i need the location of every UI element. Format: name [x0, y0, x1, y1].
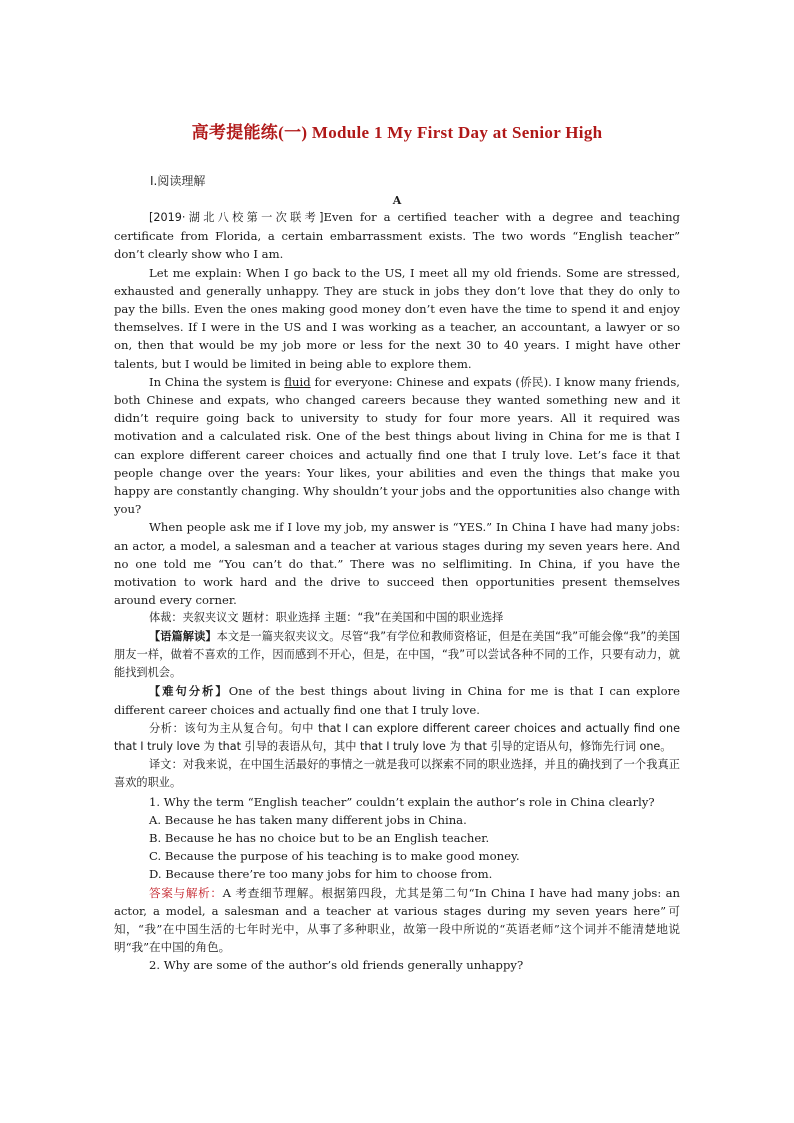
answer-label: 答案与解析： — [149, 885, 223, 900]
section-heading: Ⅰ.阅读理解 — [150, 174, 206, 188]
reading-text: 本文是一篇夹叙夹议文。尽管“我”有学位和教师资格证，但是在美国“我”可能会像“我”的美国朋友一样，做着不喜欢的工作，因而感到不开心，但是，在中国，“我”可以尝试各种不同的工作，只要有动力，就能找到机会。 — [114, 629, 680, 680]
question-stem: 1. Why the term “English teacher” couldn’t explain the author’s role in China clearly? — [149, 794, 655, 809]
difficult-text: One of the best things about living in China for me is that I can explore different career choices and actually find one that I truly love. — [114, 684, 680, 718]
option-b: B. Because he has no choice but to be an English teacher. — [149, 830, 490, 845]
question-stem: 2. Why are some of the author’s old friends generally unhappy? — [149, 958, 524, 973]
difficult-tag: 【难句分析】 — [149, 685, 229, 699]
reading-tag: 【语篇解读】 — [149, 629, 217, 643]
page-title: 高考提能练(一) Module 1 My First Day at Senior High — [191, 123, 603, 142]
translation: 译文：对我来说，在中国生活最好的事情之一就是我可以探索不同的职业选择，并且的确找到了一个我真正喜欢的职业。 — [114, 758, 680, 790]
underlined-word: fluid — [284, 374, 311, 389]
paragraph-text: for everyone: Chinese and expats (侨民). I know many friends, both Chinese and expats, who changed careers because they wanted something new and it didn’t require going back to university to study for four more years. All it required was motivation and a calculated risk. One of the best things about living in China for me is that I can explore different career choices and actually find one that I truly love. Let’s face it that people change over the years: Your likes, your abilities and even the things that make you happy are constantly changing. Why shouldn’t your jobs and the opportunities also change with you? — [114, 374, 680, 517]
source-citation: [2019·湖北八校第一次联考] — [149, 211, 324, 224]
option-c: C. Because the purpose of his teaching is to make good money. — [149, 849, 520, 864]
paragraph-text: In China the system is — [149, 374, 285, 389]
passage-label: A — [392, 194, 402, 207]
answer-explanation — [114, 884, 680, 957]
sentence-analysis: 分析：该句为主从复合句。句中 that I can explore different career choices and actually find one that I truly love 为 that 引导的表语从句，其中 that I truly love 为 that 引导的定语从句，修饰先行词 one。 — [114, 721, 680, 753]
paragraph-text: Even for a certified teacher with a degree and teaching certificate from Florida, a certain embarrassment exists. The two words “English teacher” don’t clearly show who I am. — [114, 210, 680, 262]
passage-paragraph-2: Let me explain: When I go back to the US, I meet all my old friends. Some are stressed, exhausted and generally unhappy. They are stuck in jobs they don’t love that they do only to pay the bills. Even the ones making good money don’t even have the time to spend it and enjoy themselves. If I were in the US and I was working as a teacher, an accountant, a lawyer or so on, then that would be my job more or less for the next 30 to 40 years. I might have other talents, but I would be limited in being able to explore them. — [114, 265, 680, 371]
document-body — [114, 208, 680, 975]
option-a: A. Because he has taken many different jobs in China. — [149, 812, 467, 827]
option-d: D. Because there’re too many jobs for him to choose from. — [149, 867, 493, 882]
difficult-sentence — [114, 682, 680, 719]
passage-paragraph-4: When people ask me if I love my job, my answer is “YES.” In China I have had many jobs: an actor, a model, a salesman and a teacher at various stages during my seven years here. And no one told me “You can’t do that.” There was no selflimiting. In China, if you have the motivation to work hard and the drive to succeed then opportunities present themselves around every corner. — [114, 520, 680, 608]
passage-paragraph-1 — [114, 208, 680, 264]
passage-paragraph-3 — [114, 373, 680, 519]
genre-line: 体裁：夹叙夹议文 题材：职业选择 主题：“我”在美国和中国的职业选择 — [149, 611, 504, 625]
answer-text: A 考查细节理解。根据第四段，尤其是第二句“In China I have had many jobs: an actor, a model, a salesman and a teacher at various stages during my seven years here”可知，“我”在中国生活的七年时光中，从事了多种职业，故第一段中所说的“英语老师”这个词并不能清楚地说明“我”在中国的角色。 — [114, 885, 680, 955]
reading-analysis — [114, 628, 680, 683]
